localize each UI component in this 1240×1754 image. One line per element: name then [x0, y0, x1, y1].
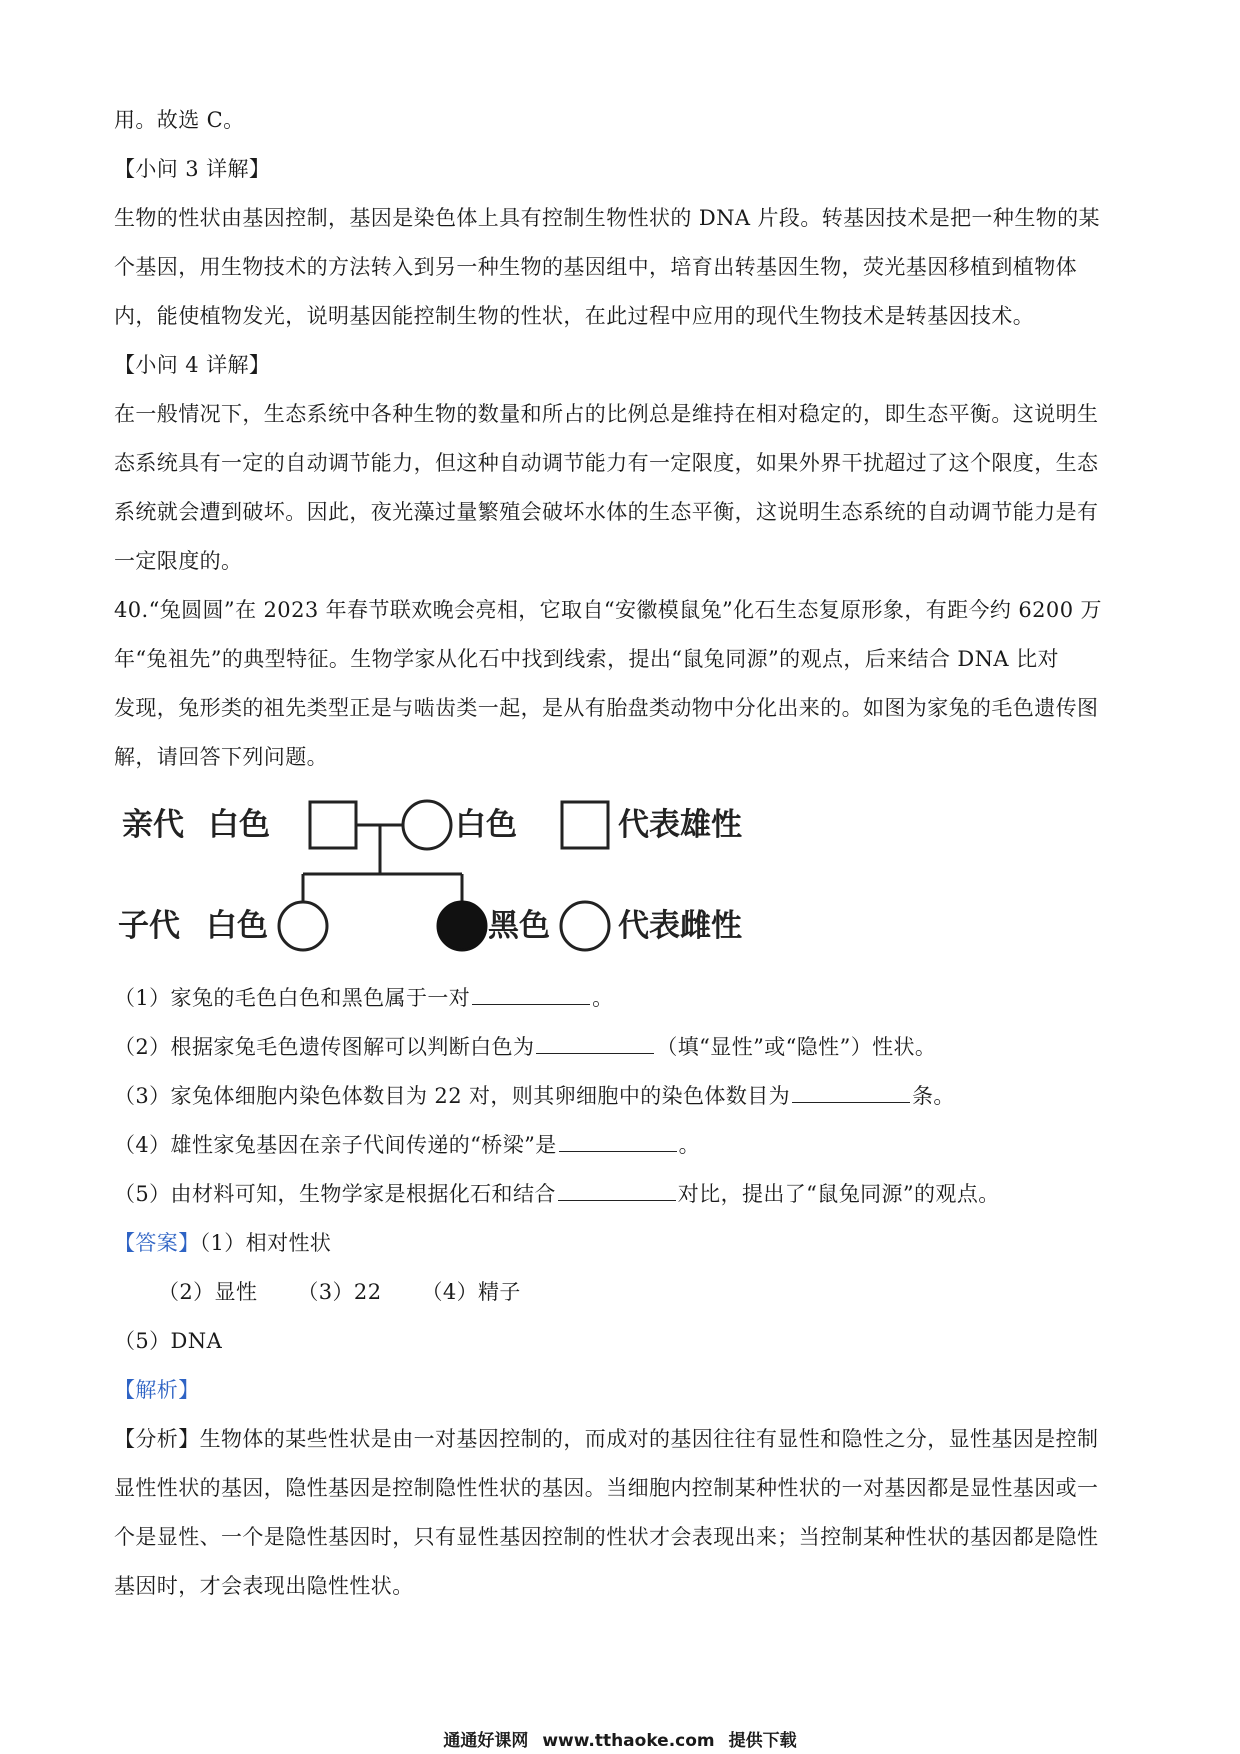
page-footer — [0, 1726, 1240, 1751]
child1-female-circle — [279, 902, 327, 950]
parent-female-circle — [403, 801, 451, 849]
answer-label: 【答案】 — [114, 1231, 200, 1255]
analysis-line: 基因时，才会表现出隐性性状。 — [114, 1574, 414, 1598]
pedigree-diagram — [110, 790, 760, 970]
answer-blank[interactable] — [536, 1033, 654, 1054]
subquestion-text: 。 — [592, 986, 614, 1010]
subquestion-1 — [114, 984, 1134, 1012]
footer-url[interactable]: www.tthaoke.com — [542, 1731, 715, 1751]
section-heading: 【小问 4 详解】 — [114, 353, 271, 377]
child-generation-label: 子代 — [118, 908, 180, 944]
answer-item: （4）精子 — [421, 1280, 521, 1304]
subquestion-text: 对比，提出了“鼠兔同源”的观点。 — [677, 1182, 1000, 1206]
subquestion-3 — [114, 1082, 1134, 1110]
subquestion-text: （2）根据家兔毛色遗传图解可以判断白色为 — [114, 1035, 535, 1059]
paragraph-line: 用。故选 C。 — [114, 108, 245, 132]
child1-color-label: 白色 — [206, 908, 268, 944]
subquestion-2 — [114, 1033, 1134, 1061]
parent-female-color-label: 白色 — [455, 807, 517, 843]
answer-item: （1）相对性状 — [199, 1231, 332, 1255]
question-40-line: 40.“兔圆圆”在 2023 年春节联欢晚会亮相，它取自“安徽模鼠兔”化石生态复原形象，有距今约 6200 万 — [114, 598, 1102, 622]
footer-download: 提供下载 — [728, 1731, 797, 1751]
child2-color-label: 黑色 — [488, 908, 550, 944]
parent-male-color-label: 白色 — [208, 807, 270, 843]
question-40-line: 解，请回答下列问题。 — [114, 745, 328, 769]
legend-male-square — [562, 802, 608, 848]
answer-line-2 — [158, 1278, 1178, 1306]
paragraph-line: 个基因，用生物技术的方法转入到另一种生物的基因组中，培育出转基因生物，荧光基因移植到植物体 — [114, 255, 1077, 279]
answer-blank[interactable] — [559, 1131, 677, 1152]
analysis-line: 显性性状的基因，隐性基因是控制隐性性状的基因。当细胞内控制某种性状的一对基因都是显性基因或一 — [114, 1476, 1099, 1500]
answer-blank[interactable] — [792, 1082, 910, 1103]
subquestion-text: （填“显性”或“隐性”）性状。 — [656, 1035, 937, 1059]
paragraph-line: 系统就会遭到破坏。因此，夜光藻过量繁殖会破坏水体的生态平衡，这说明生态系统的自动调节能力是有 — [114, 500, 1099, 524]
subquestion-text: （3）家兔体细胞内染色体数目为 22 对，则其卵细胞中的染色体数目为 — [114, 1084, 791, 1108]
paragraph-line: 在一般情况下，生态系统中各种生物的数量和所占的比例总是维持在相对稳定的，即生态平衡。这说明生 — [114, 402, 1099, 426]
paragraph-line: 一定限度的。 — [114, 549, 243, 573]
section-heading: 【小问 3 详解】 — [114, 157, 271, 181]
paragraph-line: 生物的性状由基因控制，基因是染色体上具有控制生物性状的 DNA 片段。转基因技术是把一种生物的某 — [114, 206, 1100, 230]
parent-male-square — [310, 802, 356, 848]
subquestion-text: （4）雄性家兔基因在亲子代间传递的“桥梁”是 — [114, 1133, 557, 1157]
fenxi-label: 【分析】 — [114, 1427, 200, 1451]
paragraph-line: 内，能使植物发光，说明基因能控制生物的性状，在此过程中应用的现代生物技术是转基因技术。 — [114, 304, 1035, 328]
subquestion-4 — [114, 1131, 1134, 1159]
question-40-line: 年“兔祖先”的典型特征。生物学家从化石中找到线索，提出“鼠兔同源”的观点，后来结合 DNA 比对 — [114, 647, 1059, 671]
answer-line-1 — [114, 1229, 1134, 1257]
subquestion-text: 。 — [678, 1133, 701, 1157]
subquestion-text: 条。 — [912, 1084, 955, 1108]
subquestion-text: （5）由材料可知，生物学家是根据化石和结合 — [114, 1182, 556, 1206]
subquestion-text: （1）家兔的毛色白色和黑色属于一对 — [114, 986, 471, 1010]
question-40-line: 发现，兔形类的祖先类型正是与啮齿类一起，是从有胎盘类动物中分化出来的。如图为家兔的毛色遗传图 — [114, 696, 1099, 720]
parent-generation-label: 亲代 — [122, 807, 184, 843]
answer-item: （2）显性 — [158, 1280, 258, 1304]
answer-line-3 — [114, 1327, 1134, 1355]
answer-blank[interactable] — [558, 1180, 676, 1201]
answer-item: （3）22 — [297, 1280, 382, 1304]
analysis-line — [114, 1425, 1134, 1453]
paragraph-line: 态系统具有一定的自动调节能力，但这种自动调节能力有一定限度，如果外界干扰超过了这个限度，生态 — [114, 451, 1099, 475]
analysis-label: 【解析】 — [114, 1378, 200, 1402]
subquestion-5 — [114, 1180, 1134, 1208]
legend-male-label: 代表雄性 — [618, 807, 742, 843]
legend-female-label: 代表雌性 — [618, 908, 742, 944]
analysis-text: 生物体的某些性状是由一对基因控制的，而成对的基因往往有显性和隐性之分，显性基因是控制 — [199, 1427, 1099, 1451]
answer-item: （5）DNA — [114, 1329, 223, 1353]
child2-female-black-circle — [438, 902, 486, 950]
answer-blank[interactable] — [472, 984, 590, 1005]
footer-site-name: 通通好课网 — [443, 1731, 529, 1751]
analysis-line: 个是显性、一个是隐性基因时，只有显性基因控制的性状才会表现出来；当控制某种性状的基因都是隐性 — [114, 1525, 1099, 1549]
legend-female-circle — [561, 902, 609, 950]
